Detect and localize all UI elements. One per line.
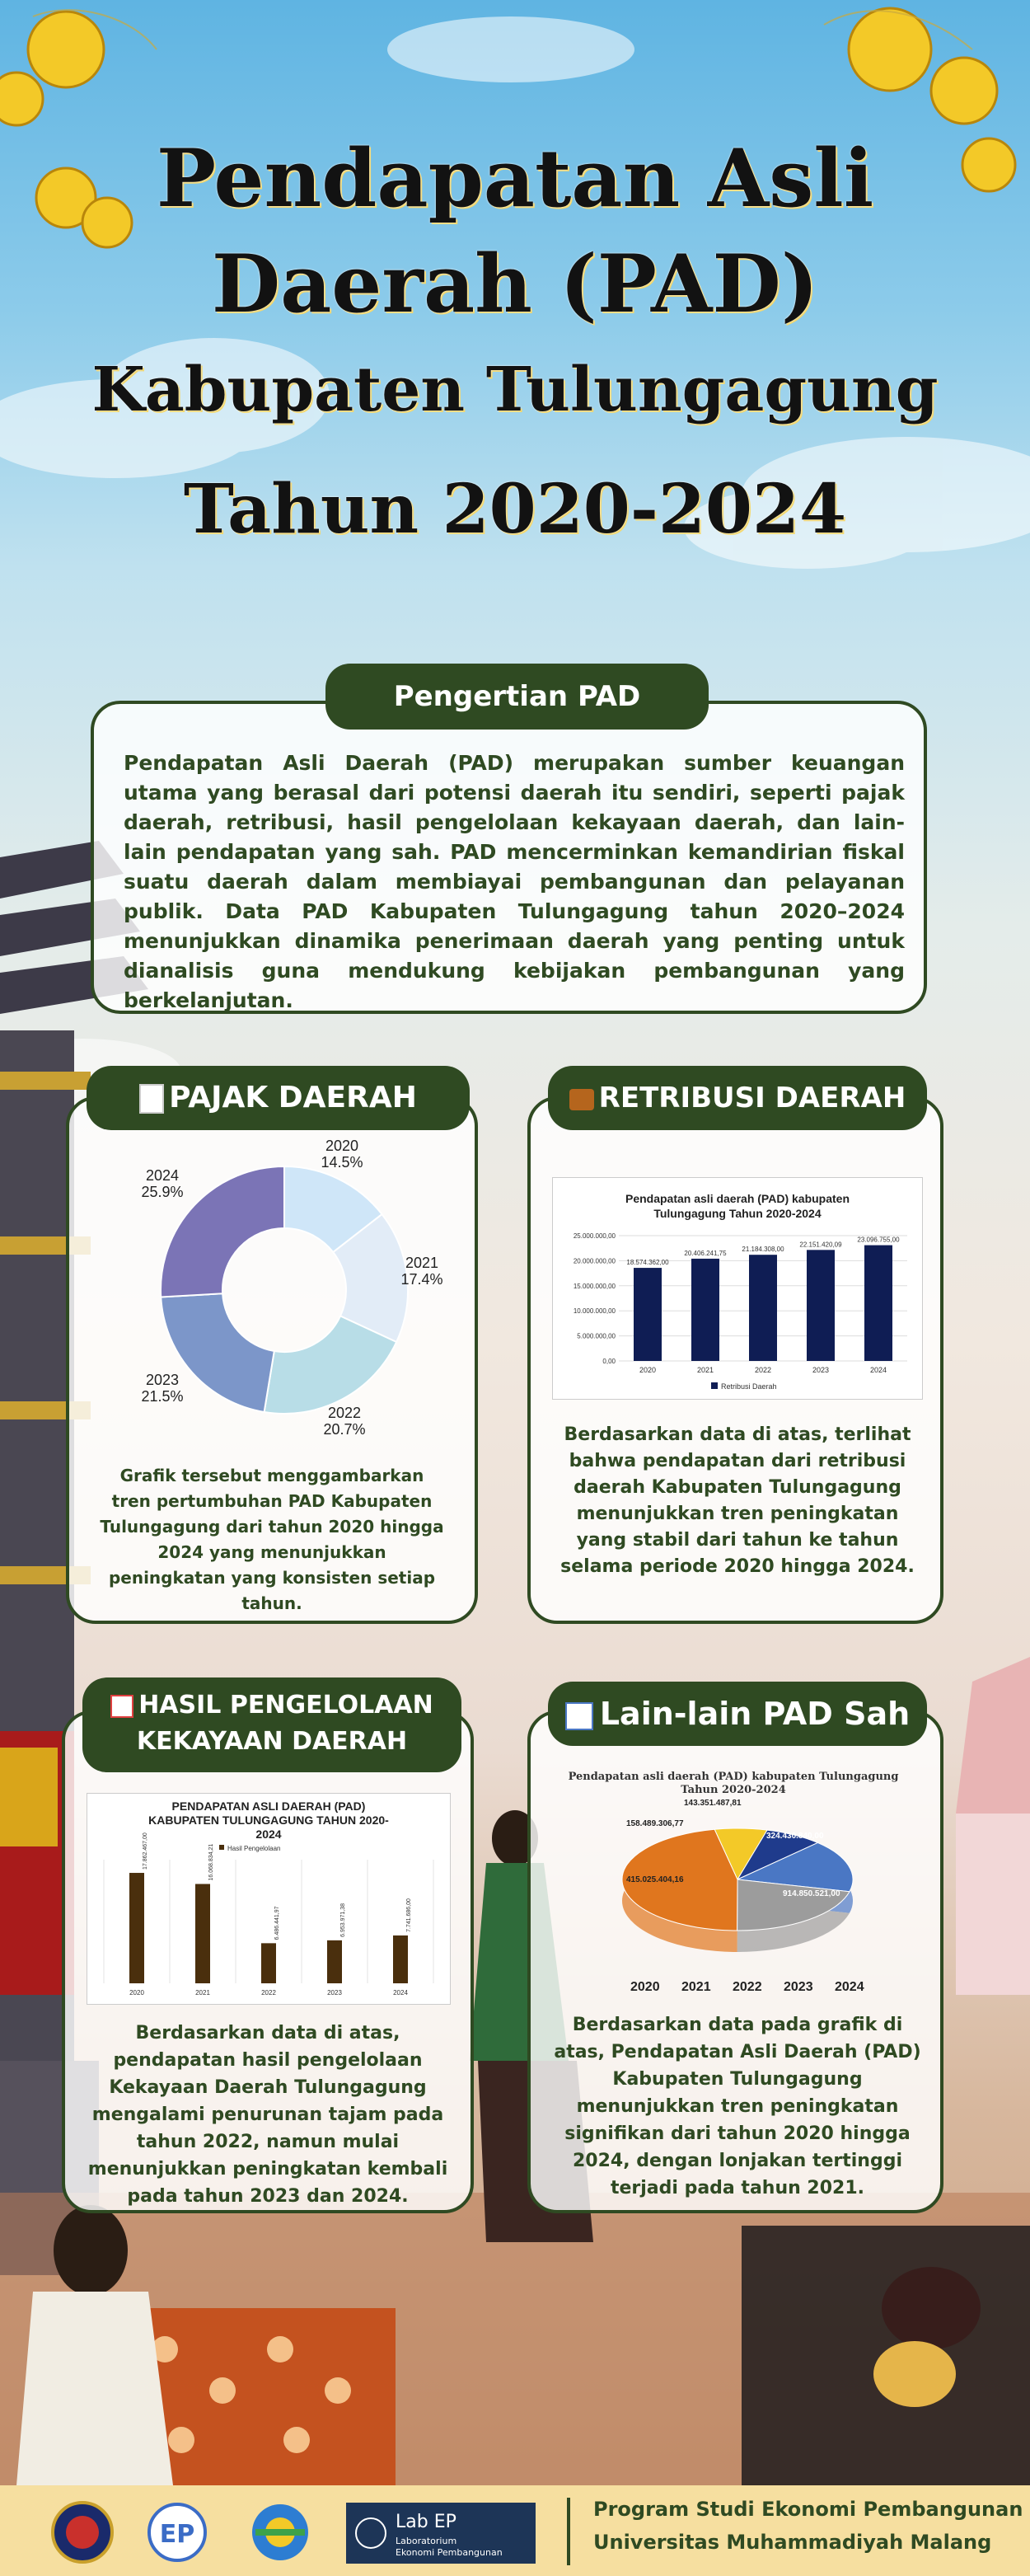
retribusi-bar-chart [553, 1178, 922, 1399]
retribusi-x-label: 2021 [696, 1366, 714, 1374]
retribusi-x-label: 2024 [869, 1366, 887, 1374]
hasil-bar-label: 17.862.467,00 [143, 1832, 148, 1870]
retribusi-legend-swatch [711, 1382, 718, 1389]
retribusi-chart-title-1: Pendapatan asli daerah (PAD) kabupaten [625, 1192, 850, 1205]
retribusi-y-tick: 15.000.000,00 [573, 1282, 616, 1290]
pajak-description: Grafik tersebut menggambarkan tren pertumbuhan PAD Kabupaten Tulungagung dari tahun 2020 hingga 2024 yang menunjukkan peningkatan yang konsisten setiap tahun. [100, 1466, 444, 1613]
hasil-chart-title-1: PENDAPATAN ASLI DAERAH (PAD) [171, 1799, 366, 1813]
hasil-chart-title-2: KABUPATEN TULUNGAGUNG TAHUN 2020- [148, 1814, 389, 1827]
retribusi-y-tick: 0,00 [602, 1358, 616, 1365]
lain-description: Berdasarkan data pada grafik di atas, Pendapatan Asli Daerah (PAD) Kabupaten Tulungagung menunjukkan tren peningkatan signifikan dari tahun 2020 hingga 2024, dengan lonjakan tertinggi terjadi pada tahun 2021. [554, 2015, 921, 2198]
pajak-heading: PAJAK DAERAH [169, 1081, 417, 1114]
university-logo [53, 2503, 112, 2562]
retribusi-y-tick: 5.000.000,00 [577, 1332, 616, 1340]
pajak-donut-chart [132, 1121, 478, 1438]
title-line-3: Kabupaten Tulungagung [91, 354, 939, 425]
pie-label-2021-year: 2021 [405, 1255, 439, 1271]
title-line-2: Daerah (PAD) [211, 237, 819, 331]
retribusi-bar-2020 [634, 1268, 662, 1361]
bar-chart-icon [565, 1702, 593, 1730]
retribusi-bar-2022 [749, 1255, 777, 1361]
pie-label-2023-pct: 21.5% [141, 1388, 184, 1405]
hasil-chart-box [87, 1793, 451, 2005]
donut-slices [161, 1166, 408, 1414]
briefcase-icon [569, 1089, 594, 1110]
lain-chart-title-2: Tahun 2020-2024 [681, 1784, 786, 1796]
hasil-x-label: 2022 [261, 1989, 276, 1997]
pie3d-value-label: 158.489.306,77 [626, 1819, 684, 1828]
retribusi-y-tick: 25.000.000,00 [573, 1232, 616, 1240]
chart-up-icon [110, 1695, 133, 1718]
footer-logos [49, 2496, 560, 2570]
lain-chart-title-1: Pendapatan asli daerah (PAD) kabupaten Tulungagung [568, 1771, 899, 1783]
retribusi-x-label: 2023 [812, 1366, 830, 1374]
retribusi-chart-box [552, 1177, 923, 1400]
retribusi-y-tick: 10.000.000,00 [573, 1307, 616, 1316]
definition-heading: Pengertian PAD [325, 664, 709, 730]
hasil-description: Berdasarkan data di atas, pendapatan hasil pengelolaan Kekayaan Daerah Tulungagung mengalami penurunan tajam pada tahun 2022, namun mulai menunjukkan peningkatan kembali pada tahun 2023 dan 2024. [87, 2023, 448, 2207]
hasil-bar-2024 [393, 1936, 408, 1983]
title-line-4: Tahun 2020-2024 [183, 470, 847, 549]
title-line-1: Pendapatan Asli [156, 132, 874, 225]
hasil-bar-label: 6.486.441,97 [274, 1906, 280, 1940]
pie-label-2020-year: 2020 [325, 1138, 359, 1154]
pie-label-2020-pct: 14.5% [321, 1154, 363, 1171]
pie-label-2024-year: 2024 [145, 1167, 180, 1184]
footer-divider [567, 2498, 570, 2565]
retribusi-y-tick: 20.000.000,00 [573, 1257, 616, 1265]
hasil-legend: Hasil Pengelolaan [227, 1845, 281, 1852]
pie3d-value-label: 415.025.404,16 [626, 1875, 684, 1884]
pie3d-legend-year: 2021 [681, 1980, 711, 1994]
footer-line-1: Program Studi Ekonomi Pembangunan [593, 2498, 1023, 2521]
pie3d-value-label: 143.351.487,81 [684, 1799, 742, 1808]
retribusi-bar-2023 [807, 1250, 835, 1361]
hasil-bar-2020 [129, 1873, 144, 1983]
hasil-bar-2023 [327, 1940, 342, 1983]
retribusi-heading-pill [548, 1066, 927, 1130]
ep-logo-text: EP [159, 2520, 195, 2549]
lain-heading: Lain-lain PAD Sah [599, 1696, 911, 1732]
retribusi-bar-2024 [864, 1246, 892, 1361]
retribusi-bar-label: 20.406.241,75 [684, 1249, 727, 1257]
retribusi-description: Berdasarkan data di atas, terlihat bahwa pendapatan dari retribusi daerah Kabupaten Tulungagung menunjukkan tren peningkatan yang stabil dari tahun ke tahun selama periode 2020 hingga 2024. [560, 1424, 915, 1577]
hasil-x-label: 2023 [327, 1989, 342, 1997]
retribusi-bar-label: 21.184.308,00 [742, 1246, 784, 1254]
hasil-x-label: 2024 [393, 1989, 408, 1997]
hasil-bar-chart [87, 1794, 450, 2004]
hasil-bar-2021 [195, 1884, 210, 1983]
retribusi-chart-title-2: Tulungagung Tahun 2020-2024 [653, 1207, 822, 1220]
pie-label-2022-year: 2022 [327, 1405, 362, 1421]
hasil-bar-label: 6.953.971,38 [340, 1903, 346, 1937]
retribusi-heading: RETRIBUSI DAERAH [598, 1082, 906, 1114]
wheel-logo [252, 2504, 308, 2560]
hasil-bar-label: 16.068.834,21 [208, 1843, 214, 1881]
pie-label-2024-pct: 25.9% [141, 1184, 184, 1200]
pie3d-value-label: 324.430.840,00 [766, 1832, 824, 1841]
pie-label-2021-pct: 17.4% [400, 1271, 443, 1288]
lab-ep-logo [346, 2503, 536, 2564]
retribusi-bar-label: 18.574.362,00 [626, 1259, 669, 1267]
lab-logo-line1: Laboratorium [396, 2536, 457, 2546]
lain-heading-pill [548, 1682, 927, 1746]
hasil-bar-label: 7.741.686,00 [406, 1898, 412, 1932]
pie-label-2022-pct: 20.7% [323, 1421, 366, 1438]
hasil-heading-1: HASIL PENGELOLAAN [138, 1691, 433, 1720]
document-icon [139, 1084, 164, 1114]
pie3d-legend-year: 2022 [733, 1980, 762, 1994]
hasil-x-label: 2020 [129, 1989, 144, 1997]
retribusi-bar-2021 [691, 1259, 719, 1361]
hasil-heading-pill [82, 1677, 461, 1772]
hasil-chart-title-3: 2024 [255, 1828, 282, 1841]
pie3d-legend-year: 2023 [784, 1980, 813, 1994]
retribusi-legend: Retribusi Daerah [721, 1382, 777, 1391]
footer-line-2: Universitas Muhammadiyah Malang [593, 2531, 992, 2554]
retribusi-x-label: 2022 [754, 1366, 772, 1374]
pie3d-legend-year: 2024 [835, 1980, 864, 1994]
retribusi-x-label: 2020 [639, 1366, 657, 1374]
hasil-bar-2022 [261, 1943, 276, 1983]
retribusi-bar-label: 22.151.420,09 [799, 1241, 842, 1249]
hasil-x-label: 2021 [195, 1989, 210, 1997]
retribusi-bar-label: 23.096.755,00 [857, 1236, 900, 1244]
pie3d-value-label: 914.850.521,00 [783, 1889, 840, 1898]
pie-label-2023-year: 2023 [145, 1372, 180, 1388]
definition-text: Pendapatan Asli Daerah (PAD) merupakan sumber keuangan utama yang berasal dari potensi daerah itu sendiri, seperti pajak daerah, retribusi, hasil pengelolaan kekayaan daerah, dan lain-lain pendapatan yang sah. PAD mencerminkan kemandirian fiskal suatu daerah dalam membiayai pembangunan dan pelayanan publik. Data PAD Kabupaten Tulungagung tahun 2020–2024 menunjukkan dinamika penerimaan daerah yang penting untuk dianalisis guna mendukung kebijakan pembangunan yang berkelanjutan. [124, 751, 905, 1012]
lab-logo-title: Lab EP [396, 2512, 456, 2532]
ep-logo [149, 2504, 205, 2560]
lab-logo-line2: Ekonomi Pembangunan [396, 2547, 503, 2558]
hasil-legend-swatch [219, 1845, 224, 1850]
hasil-heading-2: KEKAYAAN DAERAH [136, 1727, 408, 1756]
pie3d-legend-year: 2020 [630, 1980, 660, 1994]
lain-pie-chart [568, 1760, 899, 1999]
pavilion-illustration [956, 1657, 1030, 1995]
